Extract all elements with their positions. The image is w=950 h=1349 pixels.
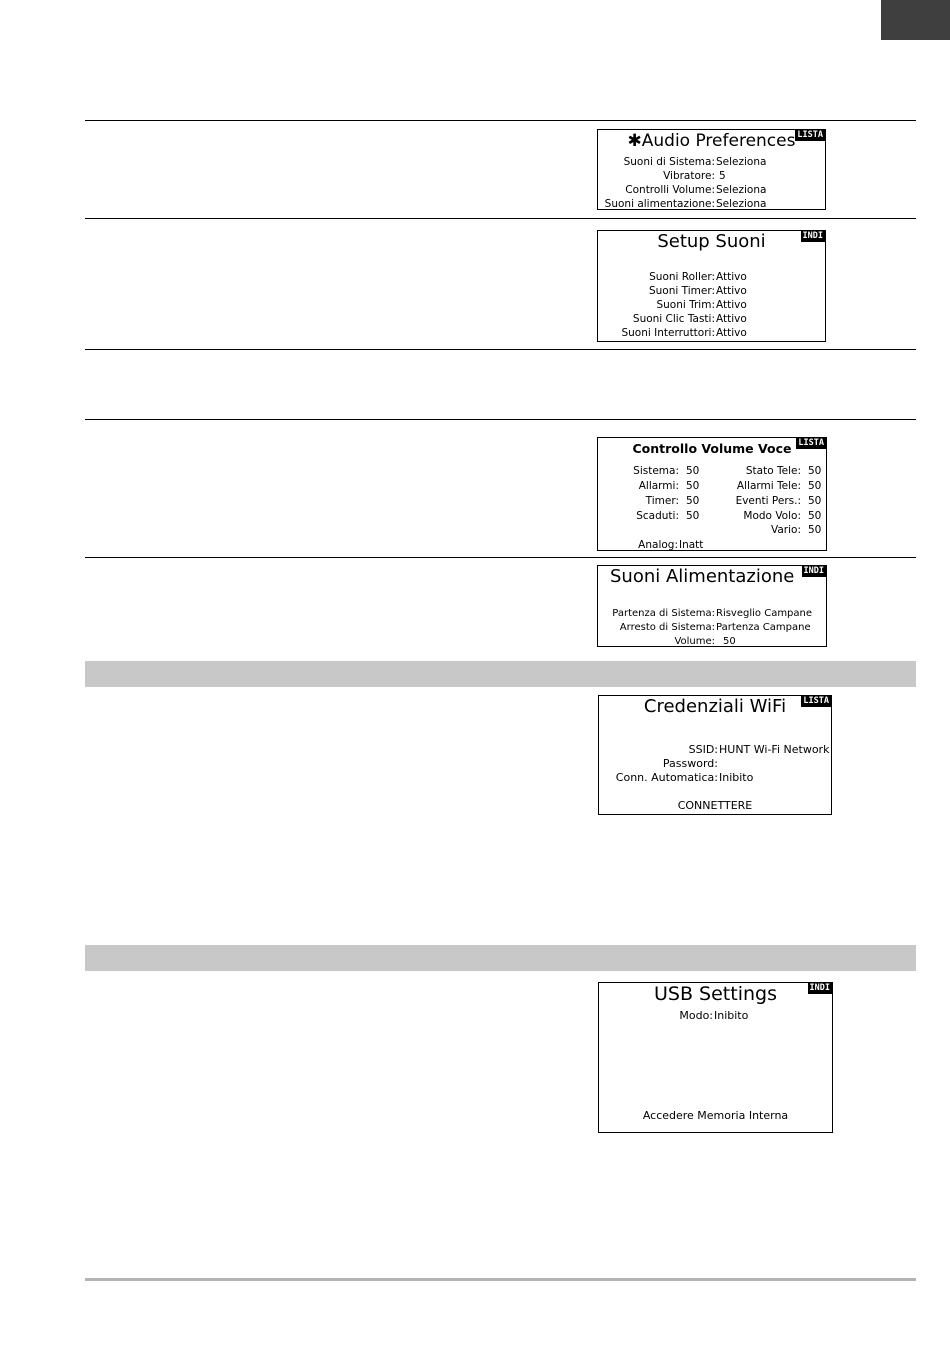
- row-label-wrap: [598, 312, 715, 326]
- volume-controls-value[interactable]: Seleziona: [716, 184, 767, 196]
- screen-title: ✱Audio Preferences: [627, 131, 796, 151]
- screen-title: Credenziali WiFi: [643, 696, 787, 717]
- screen-title: Controllo Volume Voce: [632, 441, 792, 456]
- timer-volume-value[interactable]: 50: [686, 495, 700, 507]
- row-label-wrap: [698, 523, 801, 537]
- row-label: Sistema:: [633, 465, 679, 477]
- screen-title: USB Settings: [654, 983, 777, 1005]
- setup-suoni-screen: [597, 230, 826, 342]
- list-badge: LISTA: [797, 130, 823, 140]
- row-label: Suoni alimentazione:: [604, 198, 715, 210]
- usb-mode-value[interactable]: Inibito: [714, 1009, 749, 1022]
- footer-rule: [85, 1278, 916, 1281]
- row-label-wrap: [598, 169, 715, 183]
- tele-status-volume-value[interactable]: 50: [808, 465, 822, 477]
- row-label: Timer:: [645, 495, 679, 507]
- row-label-wrap: [599, 743, 718, 757]
- key-click-sounds-value[interactable]: Attivo: [716, 313, 747, 325]
- screen-title: Setup Suoni: [657, 231, 766, 252]
- section-rule: [85, 419, 916, 420]
- row-label: Conn. Automatica:: [615, 771, 718, 784]
- row-label: Modo Volo:: [743, 510, 801, 522]
- connect-button[interactable]: CONNETTERE: [677, 799, 753, 812]
- row-label-wrap: [598, 155, 715, 169]
- indi-badge: INDI: [803, 566, 824, 576]
- row-label-wrap: [598, 183, 715, 197]
- alarms-volume-value[interactable]: 50: [686, 480, 700, 492]
- vario-volume-value[interactable]: 50: [808, 524, 822, 536]
- row-label-wrap: [598, 494, 679, 508]
- credenziali-wifi-screen: [598, 695, 832, 815]
- tele-alarms-volume-value[interactable]: 50: [808, 480, 822, 492]
- row-label-wrap: [598, 326, 715, 340]
- expired-volume-value[interactable]: 50: [686, 510, 700, 522]
- controllo-volume-screen: [597, 437, 827, 551]
- roller-sounds-value[interactable]: Attivo: [716, 271, 747, 283]
- section-rule: [85, 218, 916, 219]
- power-sounds-value[interactable]: Seleziona: [716, 198, 767, 210]
- row-label: Suoni Timer:: [648, 285, 715, 297]
- vibrator-value[interactable]: 5: [719, 170, 726, 182]
- row-label: Partenza di Sistema:: [612, 608, 715, 619]
- row-label-wrap: [598, 509, 679, 523]
- row-label: Modo:: [679, 1009, 713, 1022]
- list-badge: LISTA: [798, 438, 824, 448]
- row-label: Scaduti:: [636, 510, 679, 522]
- row-label: Vibratore:: [663, 170, 715, 182]
- section-header-band: [85, 661, 916, 687]
- indi-badge: INDI: [809, 983, 830, 993]
- system-volume-value[interactable]: 50: [686, 465, 700, 477]
- row-label: Suoni Roller:: [649, 271, 715, 283]
- row-label-wrap: [598, 635, 715, 647]
- access-internal-memory-button[interactable]: Accedere Memoria Interna: [642, 1109, 789, 1122]
- row-label-wrap: [599, 1009, 713, 1023]
- screen-title: Suoni Alimentazione: [610, 566, 795, 587]
- row-label-wrap: [698, 464, 801, 478]
- row-label: Suoni Interruttori:: [621, 327, 715, 339]
- row-label: Volume:: [674, 636, 715, 647]
- row-label-wrap: [598, 479, 679, 493]
- audio-preferences-screen: [597, 129, 826, 210]
- suoni-alimentazione-screen: [597, 565, 827, 647]
- custom-events-volume-value[interactable]: 50: [808, 495, 822, 507]
- row-label: Stato Tele:: [745, 465, 801, 477]
- row-label: Suoni Clic Tasti:: [632, 313, 715, 325]
- row-label-wrap: [598, 464, 679, 478]
- row-label-wrap: [598, 621, 715, 635]
- row-label-wrap: [599, 771, 718, 785]
- row-label: Suoni Trim:: [656, 299, 715, 311]
- row-label: Allarmi Tele:: [736, 480, 801, 492]
- section-rule: [85, 120, 916, 121]
- ssid-value[interactable]: HUNT Wi-Fi Network: [719, 743, 830, 756]
- row-label-wrap: [698, 509, 801, 523]
- row-label-wrap: [599, 757, 718, 771]
- row-label-wrap: [598, 538, 678, 551]
- row-label-wrap: [598, 270, 715, 284]
- row-label: Arresto di Sistema:: [619, 622, 715, 633]
- row-label-wrap: [598, 298, 715, 312]
- row-label: Controlli Volume:: [625, 184, 715, 196]
- page-corner-tab: [881, 0, 950, 40]
- row-label: Vario:: [771, 524, 801, 536]
- trim-sounds-value[interactable]: Attivo: [716, 299, 747, 311]
- flight-mode-volume-value[interactable]: 50: [808, 510, 822, 522]
- row-label: Suoni di Sistema:: [623, 156, 715, 168]
- timer-sounds-value[interactable]: Attivo: [716, 285, 747, 297]
- volume-value[interactable]: 50: [723, 636, 736, 647]
- system-sounds-value[interactable]: Seleziona: [716, 156, 767, 168]
- auto-connect-value[interactable]: Inibito: [719, 771, 754, 784]
- switch-sounds-value[interactable]: Attivo: [716, 327, 747, 339]
- row-label-wrap: [698, 479, 801, 493]
- section-rule: [85, 349, 916, 350]
- indi-badge: INDI: [802, 231, 823, 241]
- section-rule: [85, 557, 916, 558]
- row-label: Eventi Pers.:: [735, 495, 801, 507]
- section-header-band: [85, 945, 916, 971]
- row-label: Password:: [662, 757, 718, 770]
- row-label: Analog:: [638, 539, 678, 551]
- analog-value[interactable]: Inatt: [679, 539, 704, 551]
- row-label: SSID:: [688, 743, 718, 756]
- row-label-wrap: [598, 197, 715, 210]
- row-label-wrap: [598, 607, 715, 621]
- system-start-value[interactable]: Risveglio Campane: [716, 608, 813, 619]
- row-label: Allarmi:: [638, 480, 679, 492]
- row-label-wrap: [698, 494, 801, 508]
- row-label-wrap: [598, 284, 715, 298]
- system-stop-value[interactable]: Partenza Campane: [716, 622, 811, 633]
- usb-settings-screen: [598, 982, 833, 1133]
- list-badge: LISTA: [803, 696, 829, 706]
